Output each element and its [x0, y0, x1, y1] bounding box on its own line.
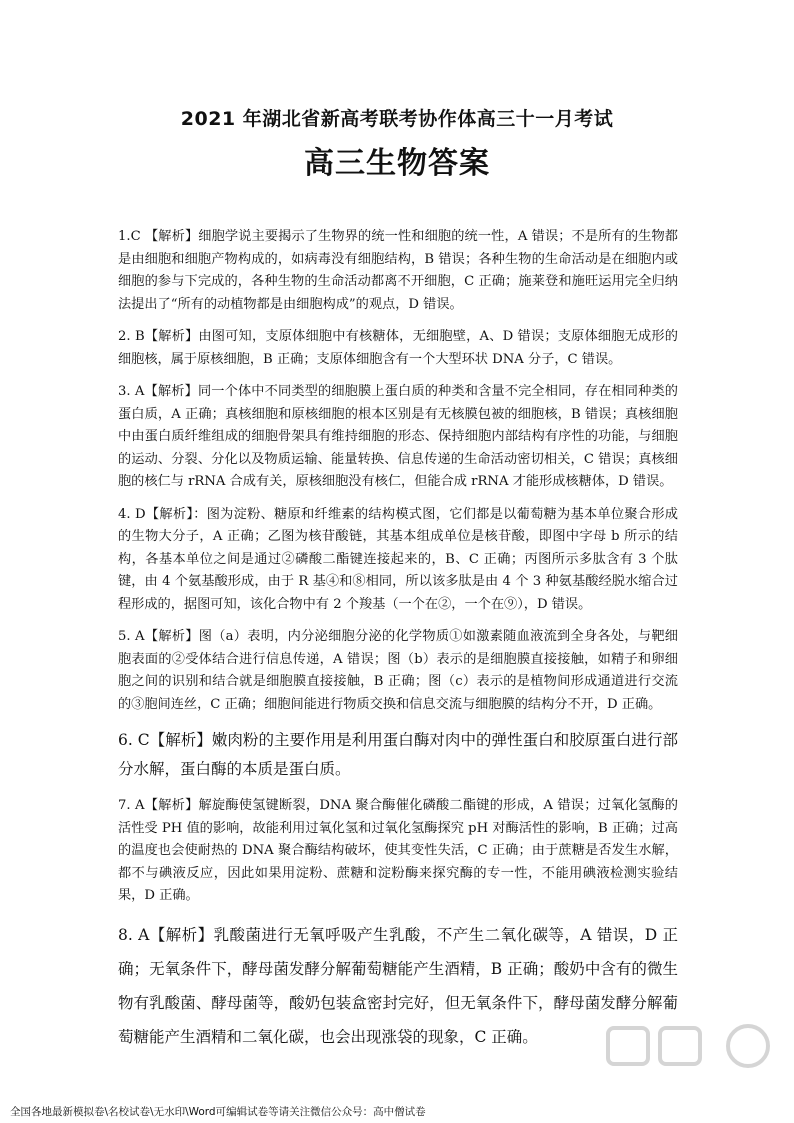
- answer-item-7: 7. A【解析】解旋酶使氢键断裂，DNA 聚合酶催化磷酸二酯键的形成，A 错误；过氧化氢酶的活性受 PH 值的影响，故能利用过氧化氢和过氧化氢酶探究 pH 对酶活性的影响，B 正确；过高的温度也会使耐热的 DNA 聚合酶结构破坏，使其变性失活，C 正确；由于蔗糖是否发生水解，都不与碘液反应，因此如果用淀粉、蔗糖和淀粉酶来探究酶的专一性，不能用碘液检测实验结果，D 正确。: [118, 798, 678, 903]
- watermark-logo: [600, 1010, 770, 1110]
- exam-title: 2021 年湖北省新高考联考协作体高三十一月考试: [180, 108, 614, 130]
- answer-item-6: 6. C【解析】嫩肉粉的主要作用是利用蛋白酶对肉中的弹性蛋白和胶原蛋白进行部分水解，蛋白酶的本质是蛋白质。: [118, 731, 678, 778]
- answer-item-5: 5. A【解析】图（a）表明，内分泌细胞分泌的化学物质①如激素随血液流到全身各处，与靶细胞表面的②受体结合进行信息传递，A 错误；图（b）表示的是细胞膜直接接触，如精子和卵细胞之间的识别和结合就是细胞膜直接接触，B 正确；图（c）表示的是植物间形成通道进行交流的③胞间连丝，C 正确；细胞间能进行物质交换和信息交流与细胞膜的结构分不开，D 正确。: [118, 629, 678, 712]
- answer-list: [118, 226, 678, 1062]
- footer-note: 全国各地最新模拟卷\名校试卷\无水印\Word可编辑试卷等请关注微信公众号：高中僧试卷: [10, 1106, 426, 1118]
- answer-key-title: 高三生物答案: [304, 146, 490, 181]
- answer-item-4: 4. D【解析】：图为淀粉、糖原和纤维素的结构模式图，它们都是以葡萄糖为基本单位聚合形成的生物大分子，A 正确；乙图为核苷酸链，其基本组成单位是核苷酸，即图中字母 b 所示的结构，各基本单位之间是通过②磷酸二酯键连接起来的，B、C 正确；丙图所示多肽含有 3 个肽键，由 4 个氨基酸形成，由于 R 基④和⑧相同，所以该多肽是由 4 个 3 种氨基酸经脱水缩合过程形成的，据图可知，该化合物中有 2 个羧基（一个在②，一个在⑨），D 错误。: [118, 506, 678, 612]
- answer-item-2: 2. B【解析】由图可知，支原体细胞中有核糖体，无细胞壁，A、D 错误；支原体细胞无成形的细胞核，属于原核细胞，B 正确；支原体细胞含有一个大型环状 DNA 分子，C 错误。: [118, 329, 678, 367]
- answer-item-1: 1.C 【解析】细胞学说主要揭示了生物界的统一性和细胞的统一性，A 错误；不是所有的生物都是由细胞和细胞产物构成的，如病毒没有细胞结构，B 错误；各种生物的生命活动是在细胞内或细胞的参与下完成的，各种生物的生命活动都离不开细胞，C 正确；施莱登和施旺运用完全归纳法提出了“所有的动植物都是由细胞构成”的观点，D 错误。: [118, 229, 678, 312]
- answer-item-8: 8. A【解析】乳酸菌进行无氧呼吸产生乳酸，不产生二氧化碳等，A 错误，D 正确；无氧条件下，酵母菌发酵分解葡萄糖能产生酒精，B 正确；酸奶中含有的微生物有乳酸菌、酵母菌等，酸奶包装盒密封完好，但无氧条件下，酵母菌发酵分解葡萄糖能产生酒精和二氧化碳，也会出现涨袋的现象，C 正确。: [118, 925, 678, 1046]
- answer-item-3: 3. A【解析】同一个体中不同类型的细胞膜上蛋白质的种类和含量不完全相同，存在相同种类的蛋白质，A 正确；真核细胞和原核细胞的根本区别是有无核膜包被的细胞核，B 错误；真核细胞中由蛋白质纤维组成的细胞骨架具有维持细胞的形态、保持细胞内部结构有序性的功能，与细胞的运动、分裂、分化以及物质运输、能量转换、信息传递的生命活动密切相关，C 错误；真核细胞的核仁与 rRNA 合成有关，原核细胞没有核仁，但能合成 rRNA 才能形成核糖体，D 错误。: [118, 384, 678, 489]
